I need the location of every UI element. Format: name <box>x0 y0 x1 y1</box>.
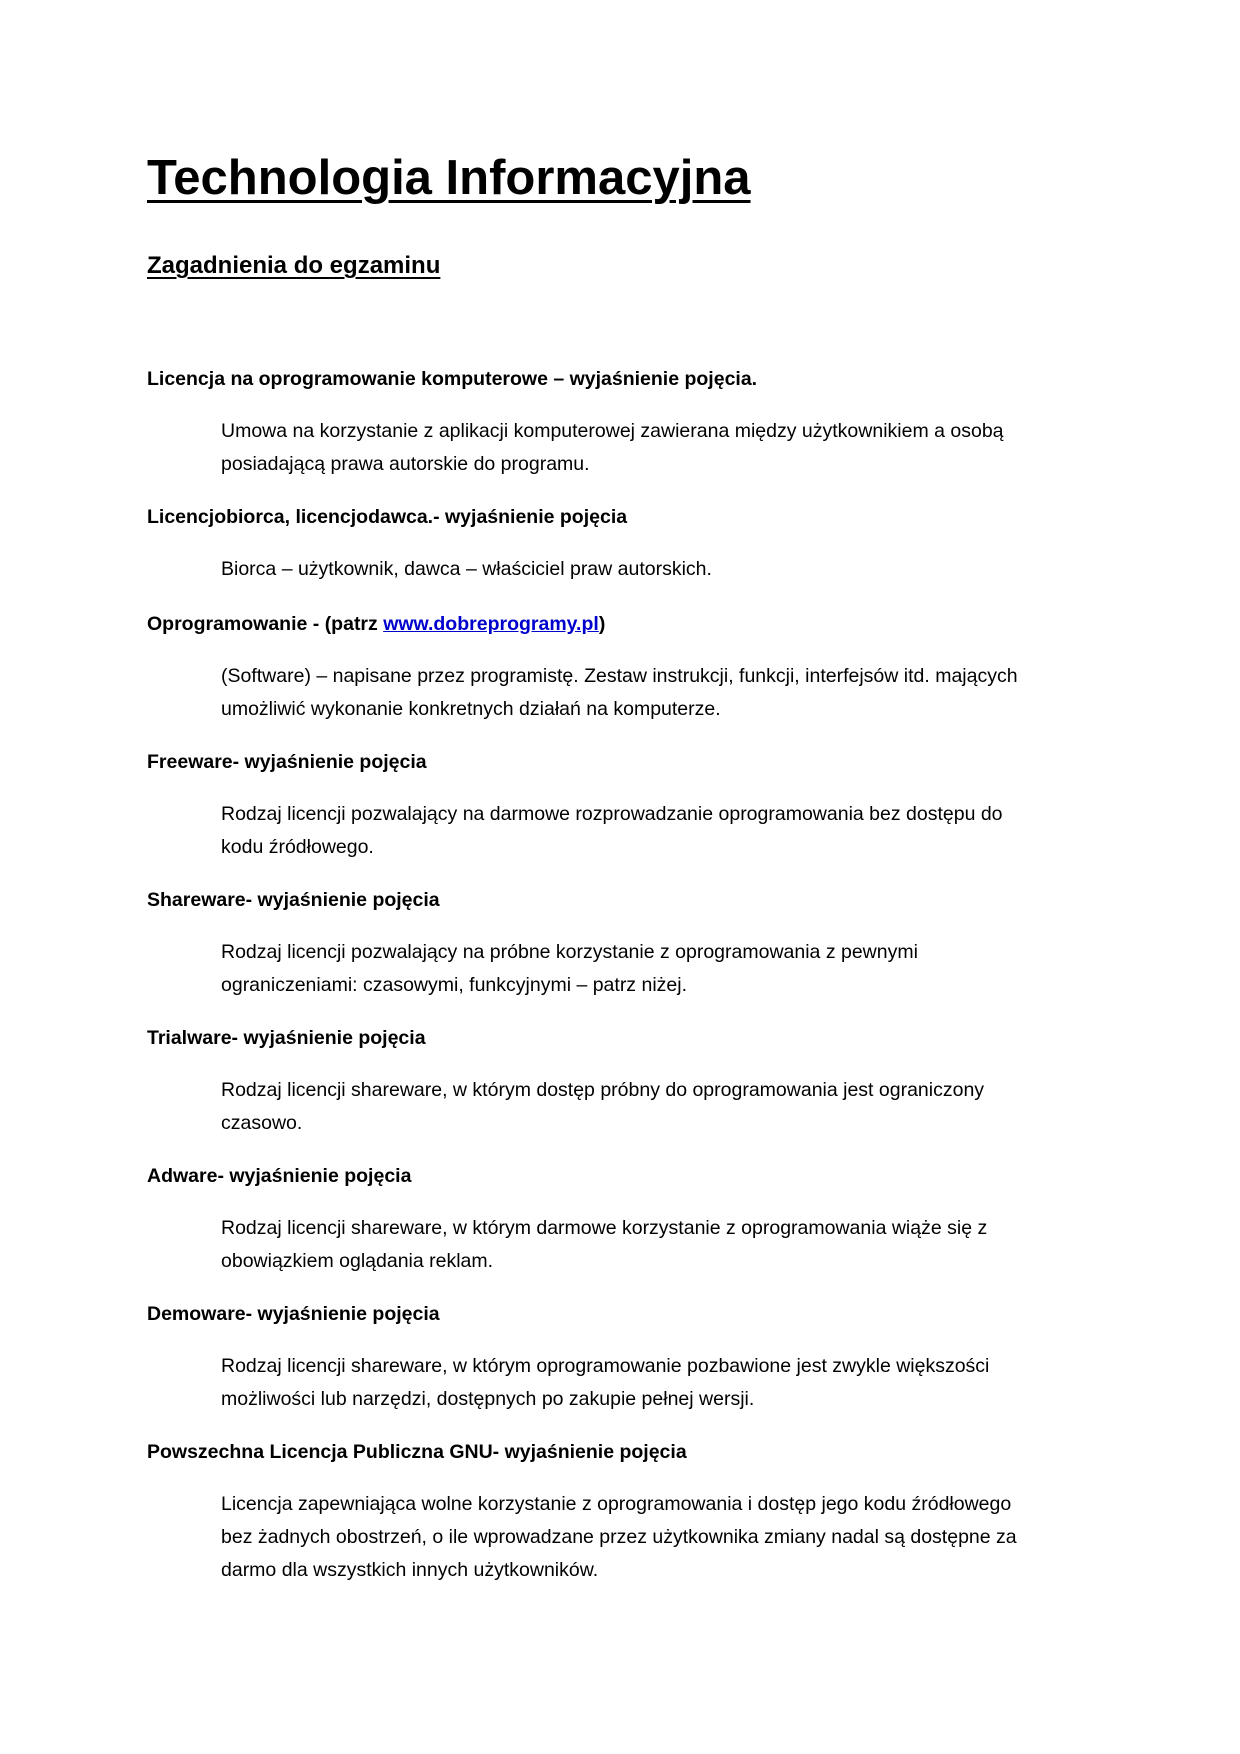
answer-licencjobiorca <box>221 553 1101 586</box>
answer-line: Rodzaj licencji pozwalający na darmowe rozprowadzanie oprogramowania bez dostępu do <box>221 803 1003 825</box>
answer-line: kodu źródłowego. <box>221 836 374 858</box>
answer-line: posiadającą prawa autorskie do programu. <box>221 453 590 475</box>
answer-shareware <box>221 936 1101 1002</box>
question-adware: Adware- wyjaśnienie pojęcia <box>147 1165 412 1187</box>
answer-line: Rodzaj licencji shareware, w którym oprogramowanie pozbawione jest zwykle większości <box>221 1355 990 1377</box>
answer-line: obowiązkiem oglądania reklam. <box>221 1250 494 1272</box>
answer-licencja <box>221 415 1101 481</box>
document-title: Technologia Informacyjna <box>147 151 751 205</box>
answer-line: Rodzaj licencji shareware, w którym dostęp próbny do oprogramowania jest ograniczony <box>221 1079 985 1101</box>
answer-line: darmo dla wszystkich innych użytkowników. <box>221 1559 599 1581</box>
answer-line: czasowo. <box>221 1112 303 1134</box>
question-licencja: Licencja na oprogramowanie komputerowe – wyjaśnienie pojęcia. <box>147 368 758 390</box>
answer-freeware <box>221 798 1101 864</box>
question-licencjobiorca: Licencjobiorca, licencjodawca.- wyjaśnienie pojęcia <box>147 506 628 528</box>
question-trialware: Trialware- wyjaśnienie pojęcia <box>147 1027 426 1049</box>
answer-line: Rodzaj licencji pozwalający na próbne korzystanie z oprogramowania z pewnymi <box>221 941 918 963</box>
answer-gnu-gpl <box>221 1488 1101 1587</box>
answer-line: możliwości lub narzędzi, dostępnych po zakupie pełnej wersji. <box>221 1388 755 1410</box>
answer-oprogramowanie <box>221 660 1101 726</box>
question-freeware: Freeware- wyjaśnienie pojęcia <box>147 751 427 773</box>
answer-demoware <box>221 1350 1101 1416</box>
question-gnu-gpl: Powszechna Licencja Publiczna GNU- wyjaśnienie pojęcia <box>147 1441 687 1463</box>
answer-adware <box>221 1212 1101 1278</box>
answer-line: Rodzaj licencji shareware, w którym darmowe korzystanie z oprogramowania wiąże się z <box>221 1217 988 1239</box>
answer-line: Licencja zapewniająca wolne korzystanie z oprogramowania i dostęp jego kodu źródłowego <box>221 1493 1012 1515</box>
answer-trialware <box>221 1074 1101 1140</box>
question-oprogramowanie <box>147 610 605 638</box>
answer-line: umożliwić wykonanie konkretnych działań na komputerze. <box>221 698 721 720</box>
document-subtitle: Zagadnienia do egzaminu <box>147 252 441 279</box>
dobreprogramy-link[interactable]: www.dobreprogramy.pl <box>383 613 599 635</box>
answer-line: ograniczeniami: czasowymi, funkcyjnymi – patrz niżej. <box>221 974 688 996</box>
question-prefix: Oprogramowanie - (patrz <box>147 613 384 635</box>
question-shareware: Shareware- wyjaśnienie pojęcia <box>147 889 440 911</box>
question-suffix: ) <box>598 613 606 635</box>
answer-line: Umowa na korzystanie z aplikacji komputerowej zawierana między użytkownikiem a osobą <box>221 420 1004 442</box>
answer-line: (Software) – napisane przez programistę. Zestaw instrukcji, funkcji, interfejsów itd. mających <box>221 665 1018 687</box>
answer-line: bez żadnych obostrzeń, o ile wprowadzane przez użytkownika zmiany nadal są dostępne za <box>221 1526 1017 1548</box>
answer-line: Biorca – użytkownik, dawca – właściciel praw autorskich. <box>221 558 712 580</box>
question-demoware: Demoware- wyjaśnienie pojęcia <box>147 1303 440 1325</box>
